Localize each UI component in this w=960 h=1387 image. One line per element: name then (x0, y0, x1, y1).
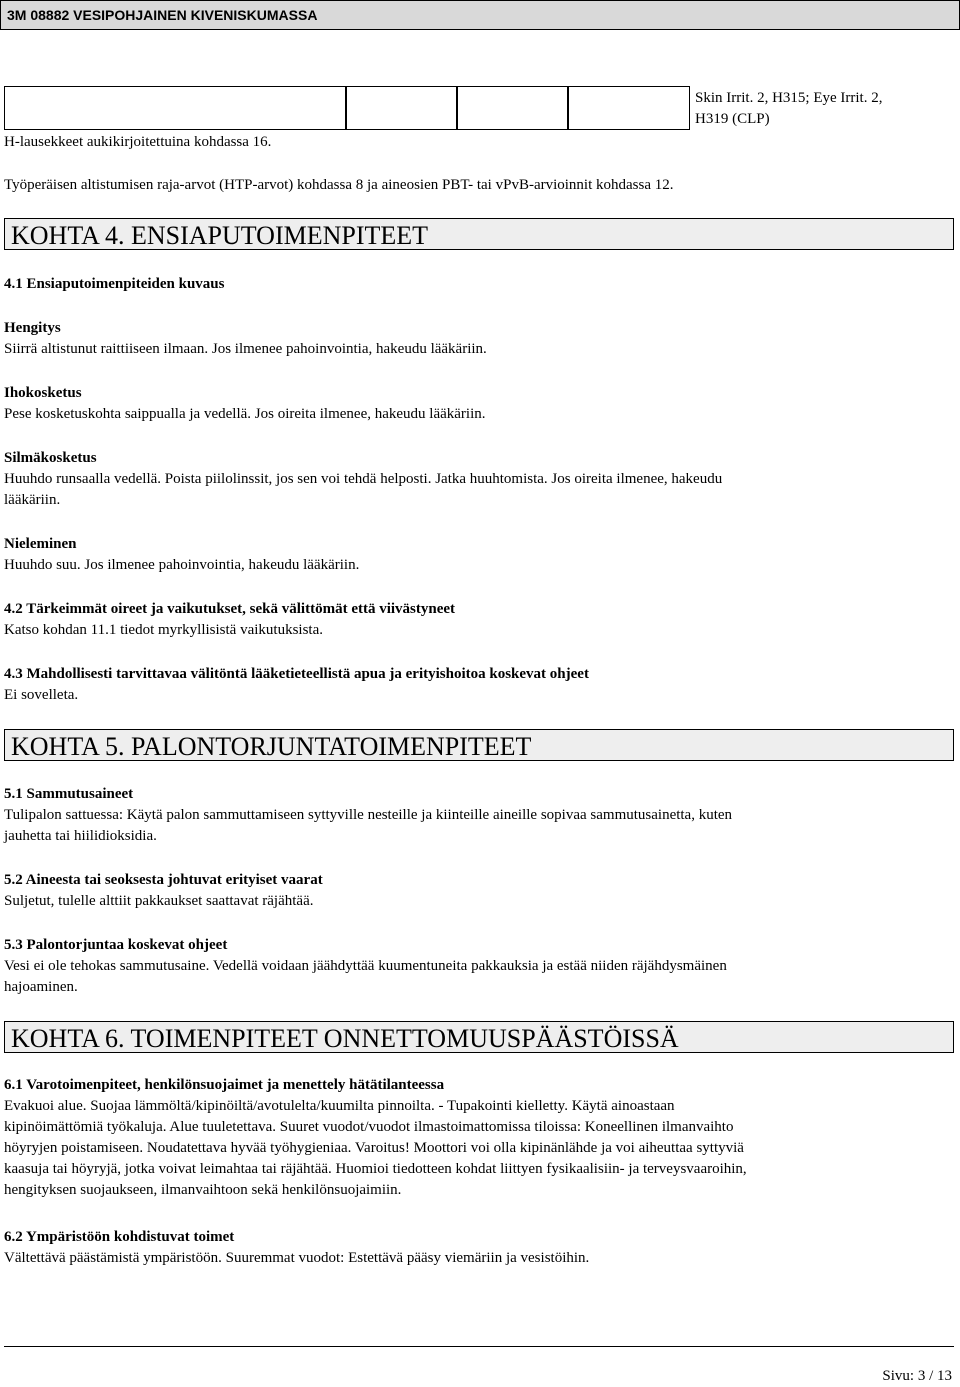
subsection-5-3-text: Vesi ei ole tehokas sammutusaine. Vedellä voidaan jäähdyttää kuumentuneita pakkauksia ja estää niiden räjähdysmäinen (4, 958, 727, 974)
section-5-title: KOHTA 5. PALONTORJUNTATOIMENPITEET (11, 732, 532, 761)
section-6-title: KOHTA 6. TOIMENPITEET ONNETTOMUUSPÄÄSTÖISSÄ (11, 1024, 679, 1053)
inhalation-text: Siirrä altistunut raittiiseen ilmaan. Jos ilmenee pahoinvointia, hakeudu lääkäriin. (4, 341, 487, 357)
skin-contact-text: Pese kosketuskohta saippualla ja vedellä. Jos oireita ilmenee, hakeudu lääkäriin. (4, 406, 486, 422)
section-5-header (4, 729, 954, 761)
subsection-4-3-heading: 4.3 Mahdollisesti tarvittavaa välitöntä lääketieteellistä apua ja erityishoitoa koskevat ohjeet (4, 666, 589, 682)
footer-divider (4, 1346, 954, 1347)
subsection-5-1-text: jauhetta tai hiilidioksidia. (4, 828, 157, 844)
section-4-title: KOHTA 4. ENSIAPUTOIMENPITEET (11, 221, 429, 250)
hazard-classification-line: H319 (CLP) (695, 111, 770, 127)
subsection-6-1-text: hengityksen suojaukseen, ilmanvaihtoon sekä henkilönsuojaimiin. (4, 1182, 402, 1198)
page-number: Sivu: 3 / 13 (882, 1368, 952, 1384)
subsection-6-1-text: höyryjen poistamiseen. Noudatettava hyvää työhygieniaa. Varoitus! Moottori voi olla kipinänlähde ja voi aiheuttaa syttyviä (4, 1140, 744, 1156)
subsection-6-1-text: kipinöimättömiä työkaluja. Alue tuuletettava. Suuret vuodot/vuodot ilmastoimattomissa tiloissa: Koneellinen ilmanvaihto (4, 1119, 734, 1135)
hazard-table-cell (457, 86, 568, 130)
exposure-limits-note: Työperäisen altistumisen raja-arvot (HTP-arvot) kohdassa 8 ja aineosien PBT- tai vPvB-arvioinnit kohdassa 12. (4, 177, 674, 193)
hazard-table-cell (346, 86, 457, 130)
eye-contact-heading: Silmäkosketus (4, 450, 97, 466)
hazard-table-cell (568, 86, 690, 130)
subsection-5-3-text: hajoaminen. (4, 979, 78, 995)
document-title: 3M 08882 VESIPOHJAINEN KIVENISKUMASSA (7, 7, 318, 23)
hazard-classification-line: Skin Irrit. 2, H315; Eye Irrit. 2, (695, 90, 883, 106)
section-4-header (4, 218, 954, 250)
hazard-statements-note: H-lausekkeet aukikirjoitettuina kohdassa 16. (4, 134, 272, 150)
subsection-5-3-heading: 5.3 Palontorjuntaa koskevat ohjeet (4, 937, 228, 953)
subsection-6-2-text: Vältettävä päästämistä ympäristöön. Suuremmat vuodot: Estettävä pääsy viemäriin ja vesistöihin. (4, 1250, 590, 1266)
subsection-4-2-text: Katso kohdan 11.1 tiedot myrkyllisistä vaikutuksista. (4, 622, 323, 638)
subsection-6-1-heading: 6.1 Varotoimenpiteet, henkilönsuojaimet ja menettely hätätilanteessa (4, 1077, 445, 1093)
eye-contact-text: Huuhdo runsaalla vedellä. Poista piilolinssit, jos sen voi tehdä helposti. Jatka huuhtomista. Jos oireita ilmenee, hakeudu (4, 471, 723, 487)
subsection-5-1-text: Tulipalon sattuessa: Käytä palon sammuttamiseen syttyville nesteille ja kiinteille aineille sopivaa sammutusainetta, kuten (4, 807, 733, 823)
ingestion-text: Huuhdo suu. Jos ilmenee pahoinvointia, hakeudu lääkäriin. (4, 557, 360, 573)
section-6-header (4, 1021, 954, 1053)
subsection-4-1-heading: 4.1 Ensiaputoimenpiteiden kuvaus (4, 276, 225, 292)
skin-contact-heading: Ihokosketus (4, 385, 82, 401)
subsection-4-2-heading: 4.2 Tärkeimmät oireet ja vaikutukset, sekä välittömät että viivästyneet (4, 601, 456, 617)
subsection-4-3-text: Ei sovelleta. (4, 687, 79, 703)
subsection-5-2-text: Suljetut, tulelle alttiit pakkaukset saattavat räjähtää. (4, 893, 314, 909)
ingestion-heading: Nieleminen (4, 536, 77, 552)
subsection-6-1-text: kaasuja tai höyryjä, jotka voivat leimahtaa tai räjähtää. Huomioi tiedotteen kohdat liittyen fysikaalisiin- ja terveysvaaroihin, (4, 1161, 747, 1177)
inhalation-heading: Hengitys (4, 320, 61, 336)
subsection-5-2-heading: 5.2 Aineesta tai seoksesta johtuvat erityiset vaarat (4, 872, 323, 888)
eye-contact-text: lääkäriin. (4, 492, 61, 508)
hazard-classification (695, 88, 955, 130)
subsection-5-1-heading: 5.1 Sammutusaineet (4, 786, 134, 802)
subsection-6-1-text: Evakuoi alue. Suojaa lämmöltä/kipinöiltä/avotulelta/kuumilta pinnoilta. - Tupakointi kielletty. Käytä ainoastaan (4, 1098, 675, 1114)
hazard-table-cell (4, 86, 346, 130)
document-header (0, 0, 960, 30)
subsection-6-2-heading: 6.2 Ympäristöön kohdistuvat toimet (4, 1229, 235, 1245)
